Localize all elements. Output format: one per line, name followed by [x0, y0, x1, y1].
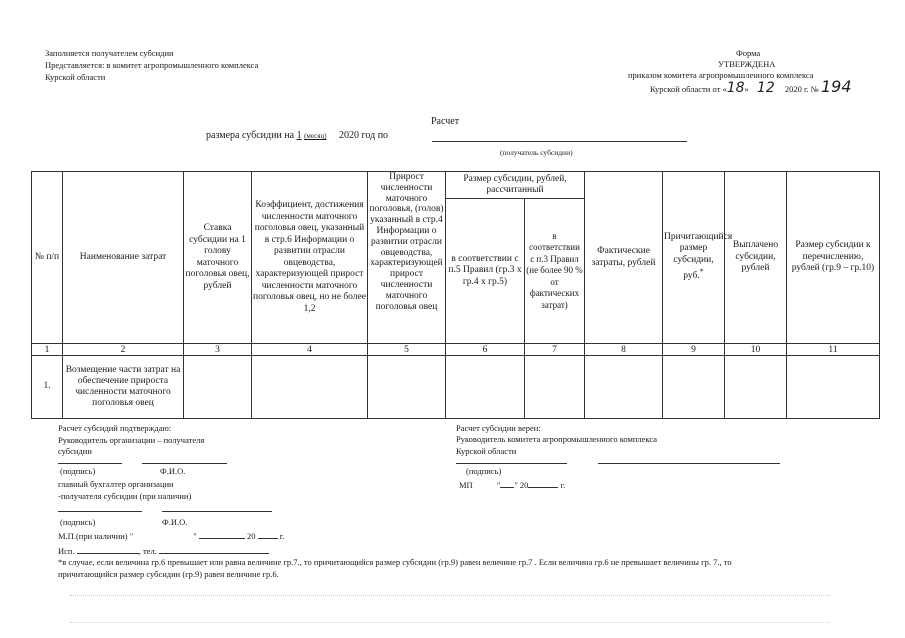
header-due	[663, 172, 733, 344]
header-group-calculated: Размер субсидии, рублей, рассчитанный	[446, 172, 585, 199]
col-number: 8	[585, 344, 663, 356]
signature-line[interactable]	[58, 463, 122, 464]
title-prefix: размера субсидии на	[206, 130, 295, 141]
recipient-hint: (получатель субсидии)	[500, 148, 573, 157]
approval-year: 2020 г. №	[784, 84, 819, 94]
committee-signature-label: (подпись)	[466, 466, 502, 476]
committee-head-line2: Курской области	[456, 446, 517, 456]
committee-fio-line[interactable]	[598, 463, 780, 464]
form-label: Форма	[736, 48, 761, 58]
mp-date-line	[58, 531, 284, 542]
recipient-line	[432, 141, 687, 142]
col-number: 1	[32, 344, 63, 356]
table-row	[32, 356, 880, 419]
approval-region-prefix: Курской области от «	[650, 84, 727, 94]
committee-quote-close: "	[514, 480, 518, 490]
scan-artifact-line	[70, 622, 830, 623]
header-coef: Коэффициент, достижения численности маточного поголовья овец, указанный в стр.6 Информации о развитии отрасли овцеводства, характеризующей прирост численности маточного поголовья овец, но не более 1,2	[252, 172, 368, 344]
mp-g: г.	[279, 531, 285, 541]
committee-quote-open: "	[496, 480, 501, 490]
confirmed-label: Расчет субсидий подтверждаю:	[58, 423, 172, 433]
title-month-value: 1	[296, 130, 302, 141]
cell-growth[interactable]	[368, 356, 446, 419]
header-growth: Прирост численности маточного поголовья, (голов) указанный в стр.4 Информации о развитии отрасли овцеводства, характеризующей прирост численности маточного поголовья овец	[368, 172, 446, 344]
subsidy-table	[31, 171, 880, 419]
col-number: 4	[252, 344, 368, 356]
approval-order-line: приказом комитета агропромышленного комплекса	[628, 70, 814, 80]
phone-label: , тел.	[138, 546, 157, 556]
col-number: 2	[63, 344, 184, 356]
accountant-line1: главный бухгалтер организации	[58, 479, 174, 489]
fio-label-2: Ф.И.О.	[162, 517, 188, 527]
approval-number: 194	[821, 77, 852, 96]
cell-due[interactable]	[663, 356, 725, 419]
executor-line	[58, 546, 269, 557]
approval-mid-quote: »	[744, 84, 749, 94]
scan-artifact-line	[70, 595, 830, 596]
col-number: 6	[446, 344, 525, 356]
footnote-line2: причитающийся размер субсидии (гр.9) равен величине гр.6.	[58, 569, 279, 579]
fio-label: Ф.И.О.	[160, 466, 186, 476]
row-name: Возмещение части затрат на обеспечение прироста численности маточного поголовья овец	[63, 356, 184, 419]
col-number: 7	[525, 344, 585, 356]
header-left-line2: Представляется: в комитет агропромышленного комплекса	[45, 60, 259, 70]
cell-rate[interactable]	[184, 356, 252, 419]
col-number: 10	[725, 344, 787, 356]
cell-paid[interactable]	[725, 356, 787, 419]
committee-g: г.	[560, 480, 566, 490]
fio-line-2[interactable]	[162, 511, 272, 512]
header-transfer: Размер субсидии к перечислению, рублей (гр.9 – гр.10)	[787, 172, 880, 344]
signature-label: (подпись)	[60, 466, 96, 476]
title-month-hint: (месяц)	[304, 132, 327, 140]
footnote-line1: *в случае, если величина гр.6 превышает или равна величине гр.7., то причитающийся размер субсидии (гр.9) равен величине гр.7 . Если величина гр.6 не превышает величины гр. 7., то	[58, 557, 732, 567]
committee-head-line1: Руководитель комитета агропромышленного комплекса	[456, 434, 657, 444]
header-left-line3: Курской области	[45, 72, 106, 82]
header-rate: Ставка субсидии на 1 голову маточного поголовья овец, рублей	[184, 172, 252, 344]
committee-signature-line[interactable]	[456, 463, 567, 464]
title-subsidy-line	[206, 130, 388, 142]
cell-coef[interactable]	[252, 356, 368, 419]
page-title: Расчет	[431, 116, 460, 127]
committee-mp-line	[459, 480, 565, 491]
header-no: № п/п	[32, 172, 63, 344]
executor-label: Исп.	[58, 546, 75, 556]
approval-day: 18	[726, 80, 745, 96]
approval-date-line	[650, 77, 852, 96]
header-actual: Фактические затраты, рублей	[585, 172, 663, 344]
signature-line-2[interactable]	[58, 511, 142, 512]
header-col7: в соответствии с п.3 Правил (не более 90 % от фактических затрат)	[525, 199, 585, 344]
header-col6: в соответствии с п.5 Правил (гр.3 х гр.4 х гр.5)	[446, 199, 525, 344]
cell-col7[interactable]	[525, 356, 585, 419]
verified-label: Расчет субсидии верен:	[456, 423, 541, 433]
committee-year: 20	[519, 480, 529, 490]
header-due-mark: *	[699, 267, 704, 277]
cell-col6[interactable]	[446, 356, 525, 419]
cell-transfer[interactable]	[787, 356, 880, 419]
col-number: 11	[787, 344, 880, 356]
title-year: 2020 год по	[339, 130, 389, 141]
head-org-line2: субсидии	[58, 446, 92, 456]
approval-month: 12	[756, 80, 775, 96]
mp-label: М.П.(при наличии) "	[58, 531, 134, 541]
header-name: Наименование затрат	[63, 172, 184, 344]
accountant-line2: -получателя субсидии (при наличии)	[58, 491, 192, 501]
approved-label: УТВЕРЖДЕНА	[718, 59, 776, 69]
header-due-text: Причитающийся размер субсидии, руб.	[664, 231, 733, 282]
mp-year: 20	[246, 531, 256, 541]
row-no: 1.	[32, 356, 63, 419]
header-paid: Выплачено субсидии, рублей	[725, 172, 787, 344]
signature-label-2: (подпись)	[60, 517, 96, 527]
cell-actual[interactable]	[585, 356, 663, 419]
col-number: 5	[368, 344, 446, 356]
committee-mp: МП	[459, 480, 473, 490]
col-number: 9	[663, 344, 725, 356]
header-left-line1: Заполняется получателем субсидии	[45, 48, 174, 58]
col-number: 3	[184, 344, 252, 356]
head-org-line1: Руководитель организации – получателя	[58, 435, 205, 445]
mp-date-quote: "	[193, 531, 197, 541]
fio-line[interactable]	[142, 463, 227, 464]
